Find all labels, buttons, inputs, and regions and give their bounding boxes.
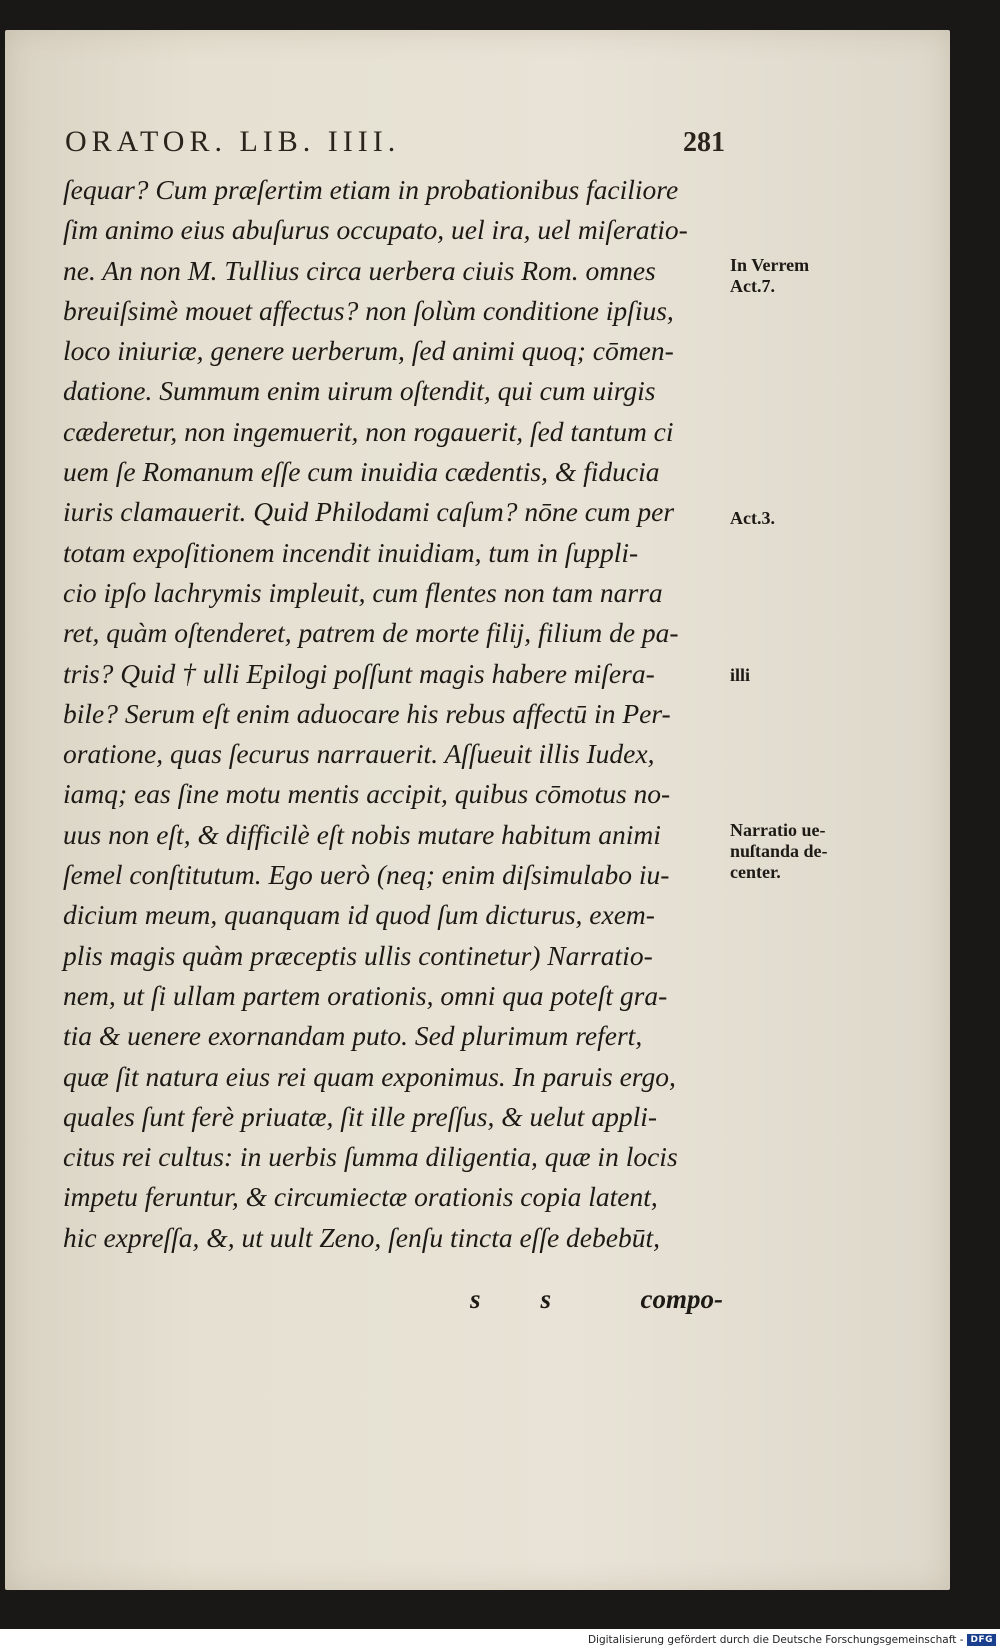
text-line: uem ſe Romanum eſſe cum inuidia cædentis, & fiducia <box>63 456 660 488</box>
text-line: nem, ut ſi ullam partem orationis, omni qua poteſt gra- <box>63 979 668 1011</box>
page-number: 281 <box>683 127 725 158</box>
text-line: loco iniuriæ, genere uerberum, ſed animi quoq; cōmen- <box>63 335 674 367</box>
marginal-note-narratio <box>730 820 828 883</box>
text-line: ſim animo eius abuſurus occupato, uel ira, uel miſeratio- <box>63 214 688 246</box>
text-line: dicium meum, quanquam id quod ſum dicturus, exem- <box>63 899 655 931</box>
marginal-note-line: Act.7. <box>730 276 775 296</box>
running-title: ORATOR. LIB. IIII. <box>65 125 401 158</box>
digitization-footer <box>0 1629 1000 1651</box>
marginal-note-line: nuſtanda de- <box>730 841 828 861</box>
text-line: tris? Quid † ulli Epilogi poſſunt magis habere miſera- <box>63 657 655 689</box>
marginal-note-act3 <box>730 508 775 529</box>
text-line: bile? Serum eſt enim aduocare his rebus affectū in Per- <box>63 697 671 729</box>
text-line: ſemel conſtitutum. Ego uerò (neq; enim diſsimulabo iu- <box>63 859 670 891</box>
text-line: breuiſsimè mouet affectus? non ſolùm conditione ipſius, <box>63 294 674 326</box>
text-line: cio ipſo lachrymis impleuit, cum flentes non tam narra <box>63 576 663 608</box>
text-line: ne. An non M. Tullius circa uerbera ciuis Rom. omnes <box>63 254 656 286</box>
marginal-note-line: Act.3. <box>730 508 775 528</box>
page-header <box>65 125 725 159</box>
text-line: impetu feruntur, & circumiectæ orationis copia latent, <box>63 1181 658 1213</box>
signature-marks <box>470 1284 551 1315</box>
text-line: totam expoſitionem incendit inuidiam, tum in ſuppli- <box>63 536 639 568</box>
text-line: hic expreſſa, &, ut uult Zeno, ſenſu tincta eſſe debebūt, <box>63 1221 660 1253</box>
text-line: tia & uenere exornandam puto. Sed plurimum refert, <box>63 1020 643 1052</box>
marginal-note-line: illi <box>730 665 751 685</box>
marginal-note-illi <box>730 665 750 686</box>
text-line: datione. Summum enim uirum oſtendit, qui cum uirgis <box>63 375 656 407</box>
dfg-logo-icon: DFG <box>967 1634 996 1646</box>
text-line: citus rei cultus: in uerbis ſumma diligentia, quæ in locis <box>63 1141 678 1173</box>
signature-mark: s <box>540 1284 552 1314</box>
marginal-note-line: center. <box>730 862 781 882</box>
signature-and-catchword <box>470 1284 723 1315</box>
text-line: oratione, quas ſecurus narrauerit. Aſſueuit illis Iudex, <box>63 738 655 770</box>
text-line: quæ ſit natura eius rei quam exponimus. In paruis ergo, <box>63 1060 676 1092</box>
text-line: uus non eſt, & difficilè eſt nobis mutare habitum animi <box>63 818 661 850</box>
marginal-note-in-verrem <box>730 255 809 297</box>
dfg-credit-text: Digitalisierung gefördert durch die Deutsche Forschungsgemeinschaft - <box>587 1634 964 1646</box>
text-line: ſequar? Cum præſertim etiam in probationibus faciliore <box>63 174 679 205</box>
text-line: quales ſunt ferè priuatæ, ſit ille preſſus, & uelut appli- <box>63 1100 658 1132</box>
text-line: ret, quàm oſtenderet, patrem de morte filij, filium de pa- <box>63 617 679 649</box>
signature-mark: s <box>470 1284 481 1314</box>
text-line: cæderetur, non ingemuerit, non rogauerit, ſed tantum ci <box>63 415 674 447</box>
catchword: compo- <box>640 1284 723 1314</box>
text-line: iamq; eas ſine motu mentis accipit, quibus cōmotus no- <box>63 778 671 810</box>
marginal-note-line: Narratio ue- <box>730 820 826 840</box>
book-page <box>5 30 950 1590</box>
body-text <box>63 170 723 1258</box>
text-line: plis magis quàm præceptis ullis continetur) Narratio- <box>63 939 653 971</box>
text-line: iuris clamauerit. Quid Philodami caſum? nōne cum per <box>63 496 675 528</box>
marginal-note-line: In Verrem <box>730 255 810 275</box>
